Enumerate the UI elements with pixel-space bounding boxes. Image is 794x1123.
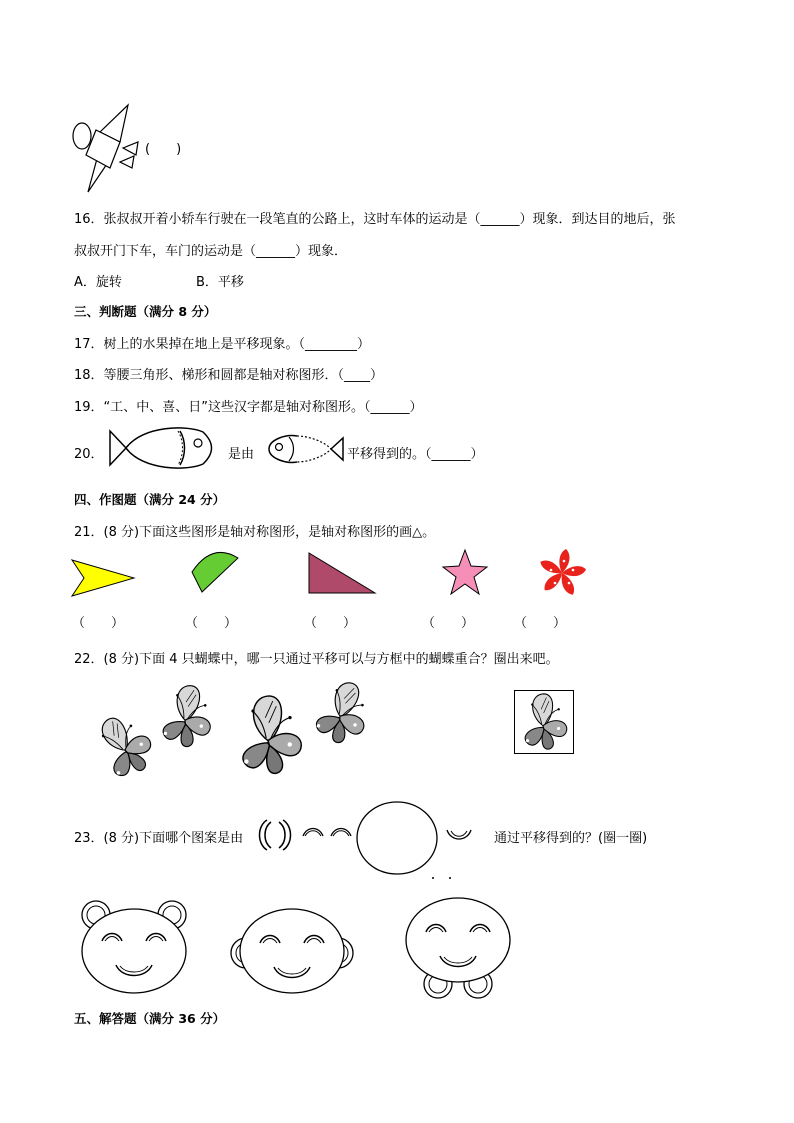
q22-text: 22．(8 分)下面 4 只蝴蝶中，哪一只通过平移可以与方框中的蝴蝶重合？圈出来吧。 (74, 652, 559, 667)
rocket-figure (68, 100, 148, 195)
butterfly-4[interactable] (310, 678, 370, 744)
q15-blank[interactable]: ( ) (145, 142, 182, 157)
q20-tail: 平移得到的。（______） (347, 447, 484, 462)
q16-option-b: B．平移 (196, 275, 244, 290)
q23-number: 23．(8 分)下面哪个图案是由 (74, 831, 244, 846)
butterfly-1[interactable] (95, 712, 155, 778)
pink-star-shape (441, 548, 489, 598)
green-sector-shape (190, 550, 242, 594)
q16-line2: 叔叔开门下车，车门的运动是（______）现象． (74, 244, 348, 259)
q21-blank-2[interactable]: （ ） (185, 616, 238, 631)
q21-text: 21．(8 分)下面这些图形是轴对称图形，是轴对称图形的画△。 (74, 525, 436, 540)
fish-figure-half (265, 432, 345, 466)
q21-blank-5[interactable]: （ ） (514, 616, 567, 631)
q16-option-a: A．旋转 (74, 275, 122, 290)
section-5-title: 五、解答题（满分 36 分） (74, 1011, 226, 1026)
q18: 18．等腰三角形、梯形和圆都是轴对称图形．（____） (74, 368, 384, 383)
q17: 17．树上的水果掉在地上是平移现象。（________） (74, 337, 371, 352)
q23-parts-figure (255, 800, 485, 882)
q20-mid: 是由 (228, 447, 255, 462)
q23-tail: 通过平移得到的？(圈一圈) (494, 831, 648, 846)
fish-figure-full (108, 427, 220, 469)
q20-number: 20． (74, 447, 104, 462)
reference-butterfly (515, 691, 571, 751)
section-4-title: 四、作图题（满分 24 分） (74, 492, 226, 507)
bauhinia-flower-shape (536, 547, 588, 599)
maroon-triangle-shape (307, 551, 377, 595)
q21-blank-4[interactable]: （ ） (422, 616, 475, 631)
q21-blank-1[interactable]: （ ） (72, 616, 125, 631)
q19: 19．“工、中、喜、日”这些汉字都是轴对称图形。（______） (74, 400, 423, 415)
butterfly-3[interactable] (230, 692, 306, 776)
bear-option-3[interactable] (402, 896, 514, 1000)
bear-option-2[interactable] (228, 905, 356, 997)
bear-option-1[interactable] (78, 895, 190, 995)
section-3-title: 三、判断题（满分 8 分） (74, 304, 217, 319)
yellow-arrow-shape (70, 558, 136, 598)
butterfly-2[interactable] (155, 682, 215, 748)
q16-line1: 16．张叔叔开着小轿车行驶在一段笔直的公路上，这时车体的运动是（______）现象．到达目的地后，张 (74, 212, 676, 227)
q21-blank-3[interactable]: （ ） (304, 616, 357, 631)
